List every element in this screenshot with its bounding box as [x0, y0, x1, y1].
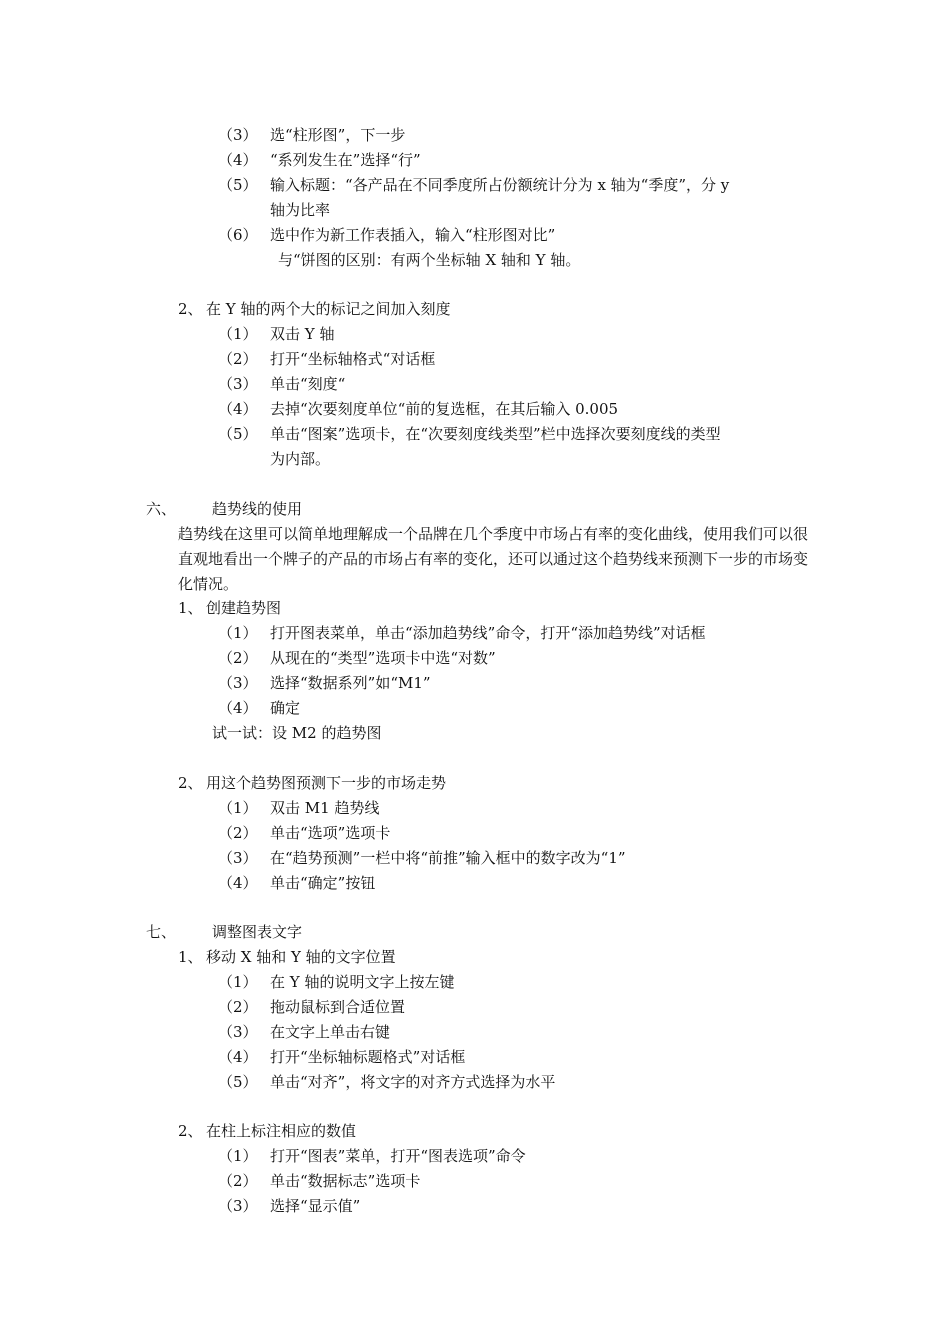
- exercise-line: 试一试：设 M2 的趋势图: [212, 724, 382, 742]
- list-item: （3） 选择“数据系列”如“M1”: [218, 674, 431, 692]
- note-line: 与“饼图的区别：有两个坐标轴 X 轴和 Y 轴。: [278, 251, 581, 269]
- list-item: （5） 单击“对齐”，将文字的对齐方式选择为水平: [218, 1073, 556, 1091]
- list-item: （4） 打开“坐标轴标题格式”对话框: [218, 1048, 466, 1066]
- list-item: （2） 从现在的“类型”选项卡中选“对数”: [218, 649, 496, 667]
- list-item: （1） 打开“图表”菜单，打开“图表选项”命令: [218, 1147, 526, 1165]
- list-item: （3） 单击“刻度“: [218, 375, 346, 393]
- list-item: （3） 在文字上单击右键: [218, 1023, 391, 1041]
- list-item: （1） 双击 Y 轴: [218, 325, 335, 343]
- list-item: （4） 去掉“次要刻度单位“前的复选框，在其后输入 0.005: [218, 400, 619, 418]
- list-item: （6） 选中作为新工作表插入，输入“柱形图对比”: [218, 226, 556, 244]
- section-heading: 七、: [146, 923, 177, 941]
- section-heading: 六、: [146, 500, 177, 518]
- list-item: （4） “系列发生在”选择“行”: [218, 151, 421, 169]
- list-item: （3） 选“柱形图”，下一步: [218, 126, 406, 144]
- list-item: （4） 单击“确定”按钮: [218, 874, 376, 892]
- list-item: （1） 打开图表菜单，单击“添加趋势线”命令，打开“添加趋势线”对话框: [218, 624, 706, 642]
- section-intro: 趋势线在这里可以简单地理解成一个品牌在几个季度中市场占有率的变化曲线，使用我们可以很直观地看出一个牌子的产品的市场占有率的变化，还可以通过这个趋势线来预测下一步的市场变化情况。: [178, 525, 809, 593]
- subsection-heading: 1、 创建趋势图: [178, 599, 282, 617]
- list-item: （5） 单击“图案”选项卡，在“次要刻度线类型”栏中选择次要刻度线的类型: [218, 425, 721, 443]
- subsection-heading: 2、 用这个趋势图预测下一步的市场走势: [178, 774, 447, 792]
- list-item: （2） 拖动鼠标到合适位置: [218, 998, 406, 1016]
- subsection-heading: 2、 在 Y 轴的两个大的标记之间加入刻度: [178, 300, 451, 318]
- subsection-heading: 1、 移动 X 轴和 Y 轴的文字位置: [178, 948, 396, 966]
- list-item: （4） 确定: [218, 699, 301, 717]
- list-item: （1） 双击 M1 趋势线: [218, 799, 380, 817]
- list-item: （2） 打开“坐标轴格式“对话框: [218, 350, 436, 368]
- subsection-heading: 2、 在柱上标注相应的数值: [178, 1122, 357, 1140]
- list-item: （3） 在“趋势预测”一栏中将“前推”输入框中的数字改为“1”: [218, 849, 626, 867]
- section-title: 趋势线的使用: [212, 500, 303, 518]
- list-item: （2） 单击“数据标志”选项卡: [218, 1172, 421, 1190]
- list-item-continuation: 为内部。: [270, 450, 331, 468]
- section-title: 调整图表文字: [212, 923, 303, 941]
- list-item: （3） 选择“显示值”: [218, 1197, 361, 1215]
- list-item-continuation: 轴为比率: [270, 201, 331, 219]
- list-item: （5） 输入标题：“各产品在不同季度所占份额统计分为 x 轴为“季度”，分 y: [218, 176, 730, 194]
- list-item: （2） 单击“选项”选项卡: [218, 824, 391, 842]
- list-item: （1） 在 Y 轴的说明文字上按左键: [218, 973, 455, 991]
